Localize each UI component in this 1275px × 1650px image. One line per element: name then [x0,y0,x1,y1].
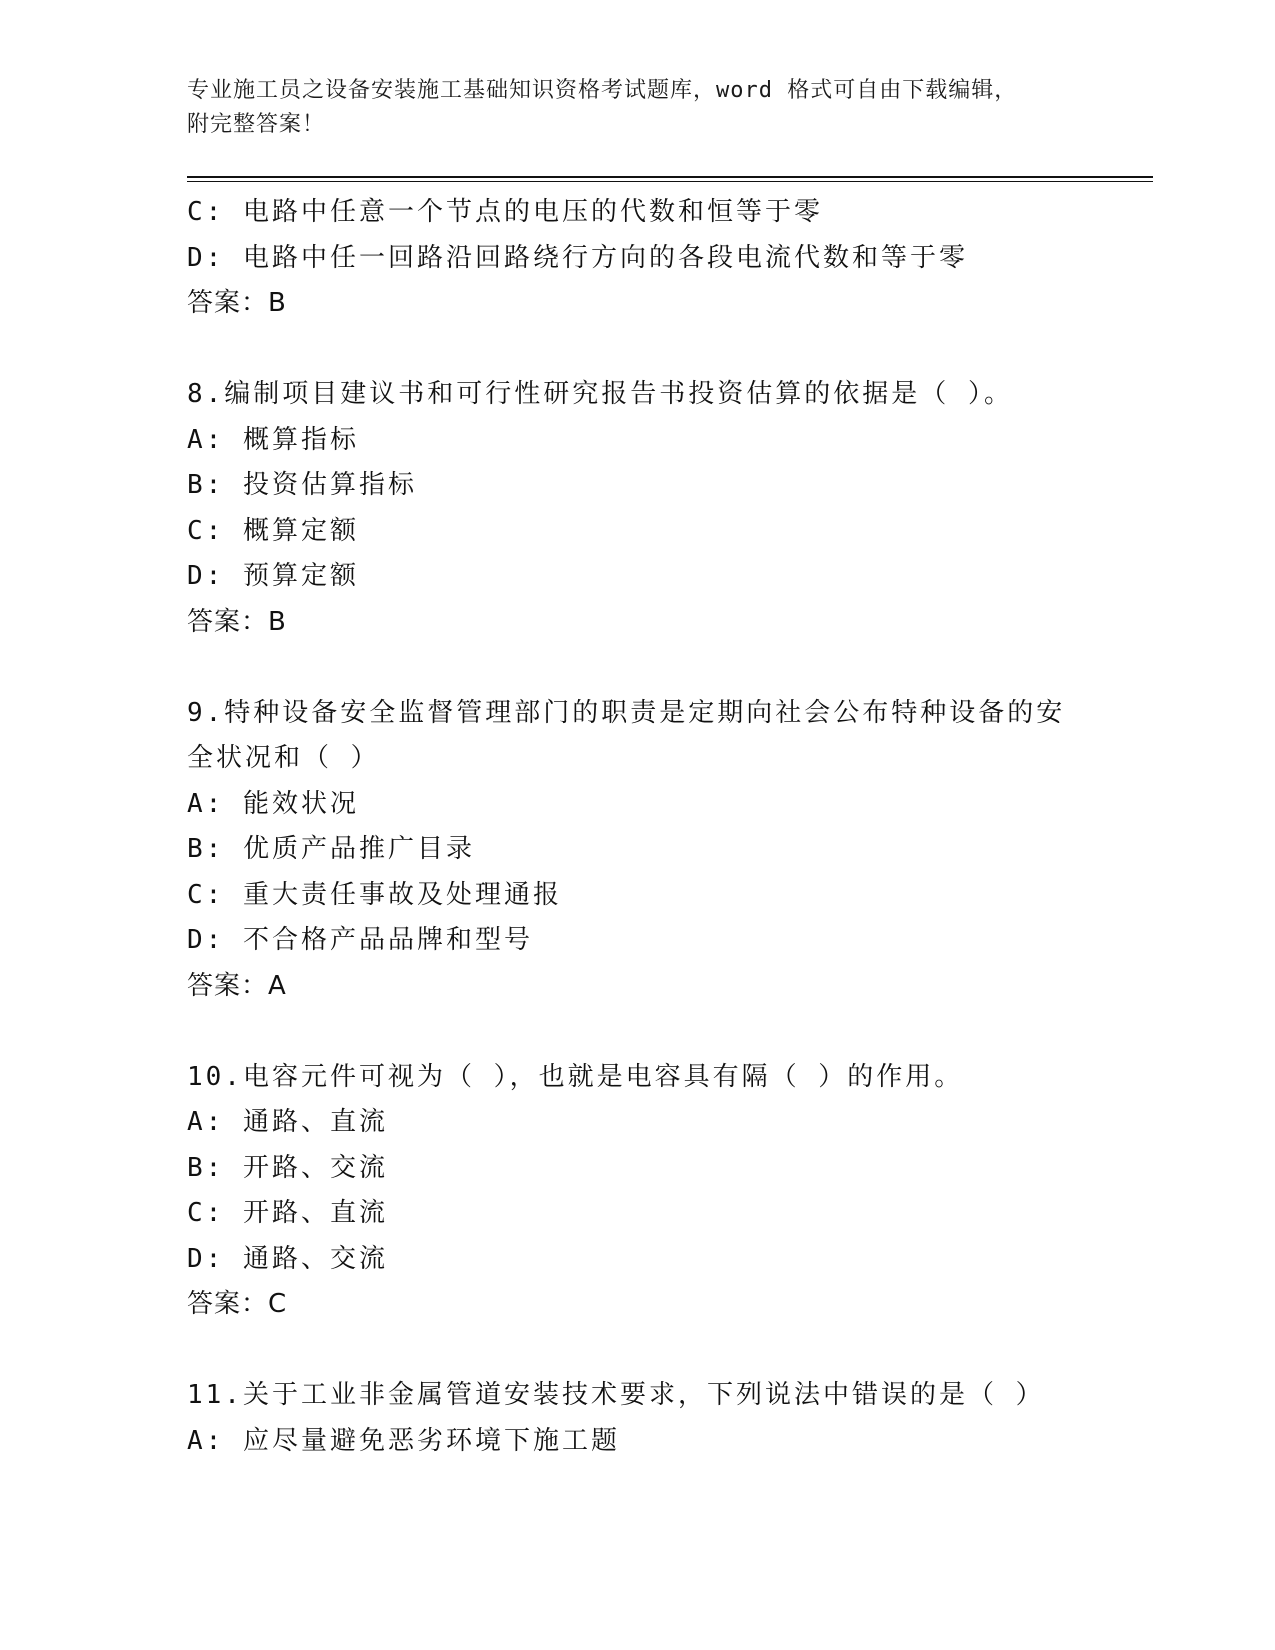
question-stem: 10.电容元件可视为（ ），也就是电容具有隔（ ）的作用。 [187,1061,964,1092]
option-d: D: 预算定额 [187,561,359,591]
spacer [187,327,1087,373]
spacer [187,645,1087,691]
option-b: B: 开路、交流 [187,1152,388,1183]
answer-line: 答案：C [187,1289,288,1319]
question-stem: 11.关于工业非金属管道安装技术要求，下列说法中错误的是（ ） [187,1380,1045,1410]
question-stem-line-2: 全状况和（ ） [187,743,380,773]
option-d: D: 通路、交流 [187,1243,388,1274]
question-block-7-continued [187,190,1087,327]
question-block-8 [187,372,1087,645]
answer-line: 答案：A [187,970,287,1001]
question-block-9 [187,691,1087,1010]
option-b: B: 投资估算指标 [187,470,417,500]
header-line-2: 附完整答案！ [187,112,326,137]
option-d: D: 不合格产品品牌和型号 [187,925,533,955]
header-line-1: 专业施工员之设备安装施工基础知识资格考试题库，word 格式可自由下载编辑， [187,78,1018,103]
header-divider-thin [187,181,1153,182]
question-stem-line-1: 9.特种设备安全监督管理部门的职责是定期向社会公布特种设备的安 [187,697,1066,728]
document-header [187,74,1067,142]
question-stem: 8.编制项目建议书和可行性研究报告书投资估算的依据是（ ）。 [187,379,1013,409]
spacer [187,1328,1087,1374]
question-block-10 [187,1055,1087,1328]
option-a: A: 能效状况 [187,788,359,819]
question-list [187,190,1087,1464]
option-c: C: 电路中任意一个节点的电压的代数和恒等于零 [187,197,823,227]
option-b: B: 优质产品推广目录 [187,834,475,864]
option-c: C: 重大责任事故及处理通报 [187,879,562,910]
option-c: C: 概算定额 [187,515,359,546]
answer-line: 答案：B [187,288,287,318]
spacer [187,1009,1087,1055]
question-block-11 [187,1373,1087,1464]
option-a: A: 应尽量避免恶劣环境下施工题 [187,1425,620,1456]
option-c: C: 开路、直流 [187,1198,388,1228]
option-a: A: 概算指标 [187,424,359,455]
header-divider-thick [187,176,1153,178]
option-d: D: 电路中任一回路沿回路绕行方向的各段电流代数和等于零 [187,242,968,273]
answer-line: 答案：B [187,606,287,637]
option-a: A: 通路、直流 [187,1107,388,1137]
